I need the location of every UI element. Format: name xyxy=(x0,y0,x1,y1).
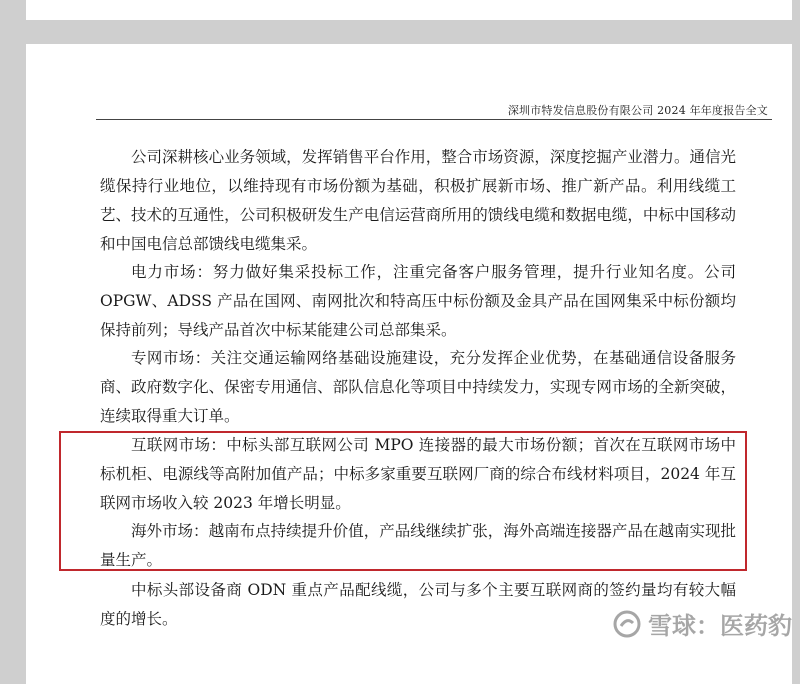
document-page xyxy=(26,44,792,684)
paragraph-odn-products: 中标头部设备商 ODN 重点产品配线缆，公司与多个主要互联网商的签约量均有较大幅度的增长。 xyxy=(100,581,736,628)
paragraph-power-market: 电力市场：努力做好集采投标工作，注重完备客户服务管理，提升行业知名度。公司 OPGW、ADSS 产品在国网、南网批次和特高压中标份额及金具产品在国网集采中标份额均保持前列；导线产品首次中标某能建公司总部集采。 xyxy=(100,263,736,339)
header-divider xyxy=(96,119,772,120)
paragraph-private-network-market: 专网市场：关注交通运输网络基础设施建设，充分发挥企业优势，在基础通信设备服务商、政府数字化、保密专用通信、部队信息化等项目中持续发力，实现专网市场的全新突破，连续取得重大订单。 xyxy=(100,349,736,425)
paragraph-core-business: 公司深耕核心业务领域，发挥销售平台作用，整合市场资源，深度挖掘产业潜力。通信光缆保持行业地位，以维持现有市场份额为基础，积极扩展新市场、推广新产品。利用线缆工艺、技术的互通性，公司积极研发生产电信运营商所用的馈线电缆和数据电缆，中标中国移动和中国电信总部馈线电缆集采。 xyxy=(100,148,736,253)
previous-page-edge xyxy=(26,0,792,20)
snowball-logo-icon xyxy=(612,609,642,639)
watermark xyxy=(612,606,792,641)
watermark-text: 雪球：医药豹 xyxy=(648,612,792,640)
paragraph-internet-market: 互联网市场：中标头部互联网公司 MPO 连接器的最大市场份额；首次在互联网市场中标机柜、电源线等高附加值产品；中标多家重要互联网厂商的综合布线材料项目，2024 年互联网市场收入较 2023 年增长明显。 xyxy=(100,436,736,512)
paragraph-overseas-market: 海外市场：越南布点持续提升价值，产品线继续扩张，海外高端连接器产品在越南实现批量生产。 xyxy=(100,522,736,569)
page-header: 深圳市特发信息股份有限公司 2024 年年度报告全文 xyxy=(507,104,768,117)
red-highlight-box xyxy=(59,431,747,571)
